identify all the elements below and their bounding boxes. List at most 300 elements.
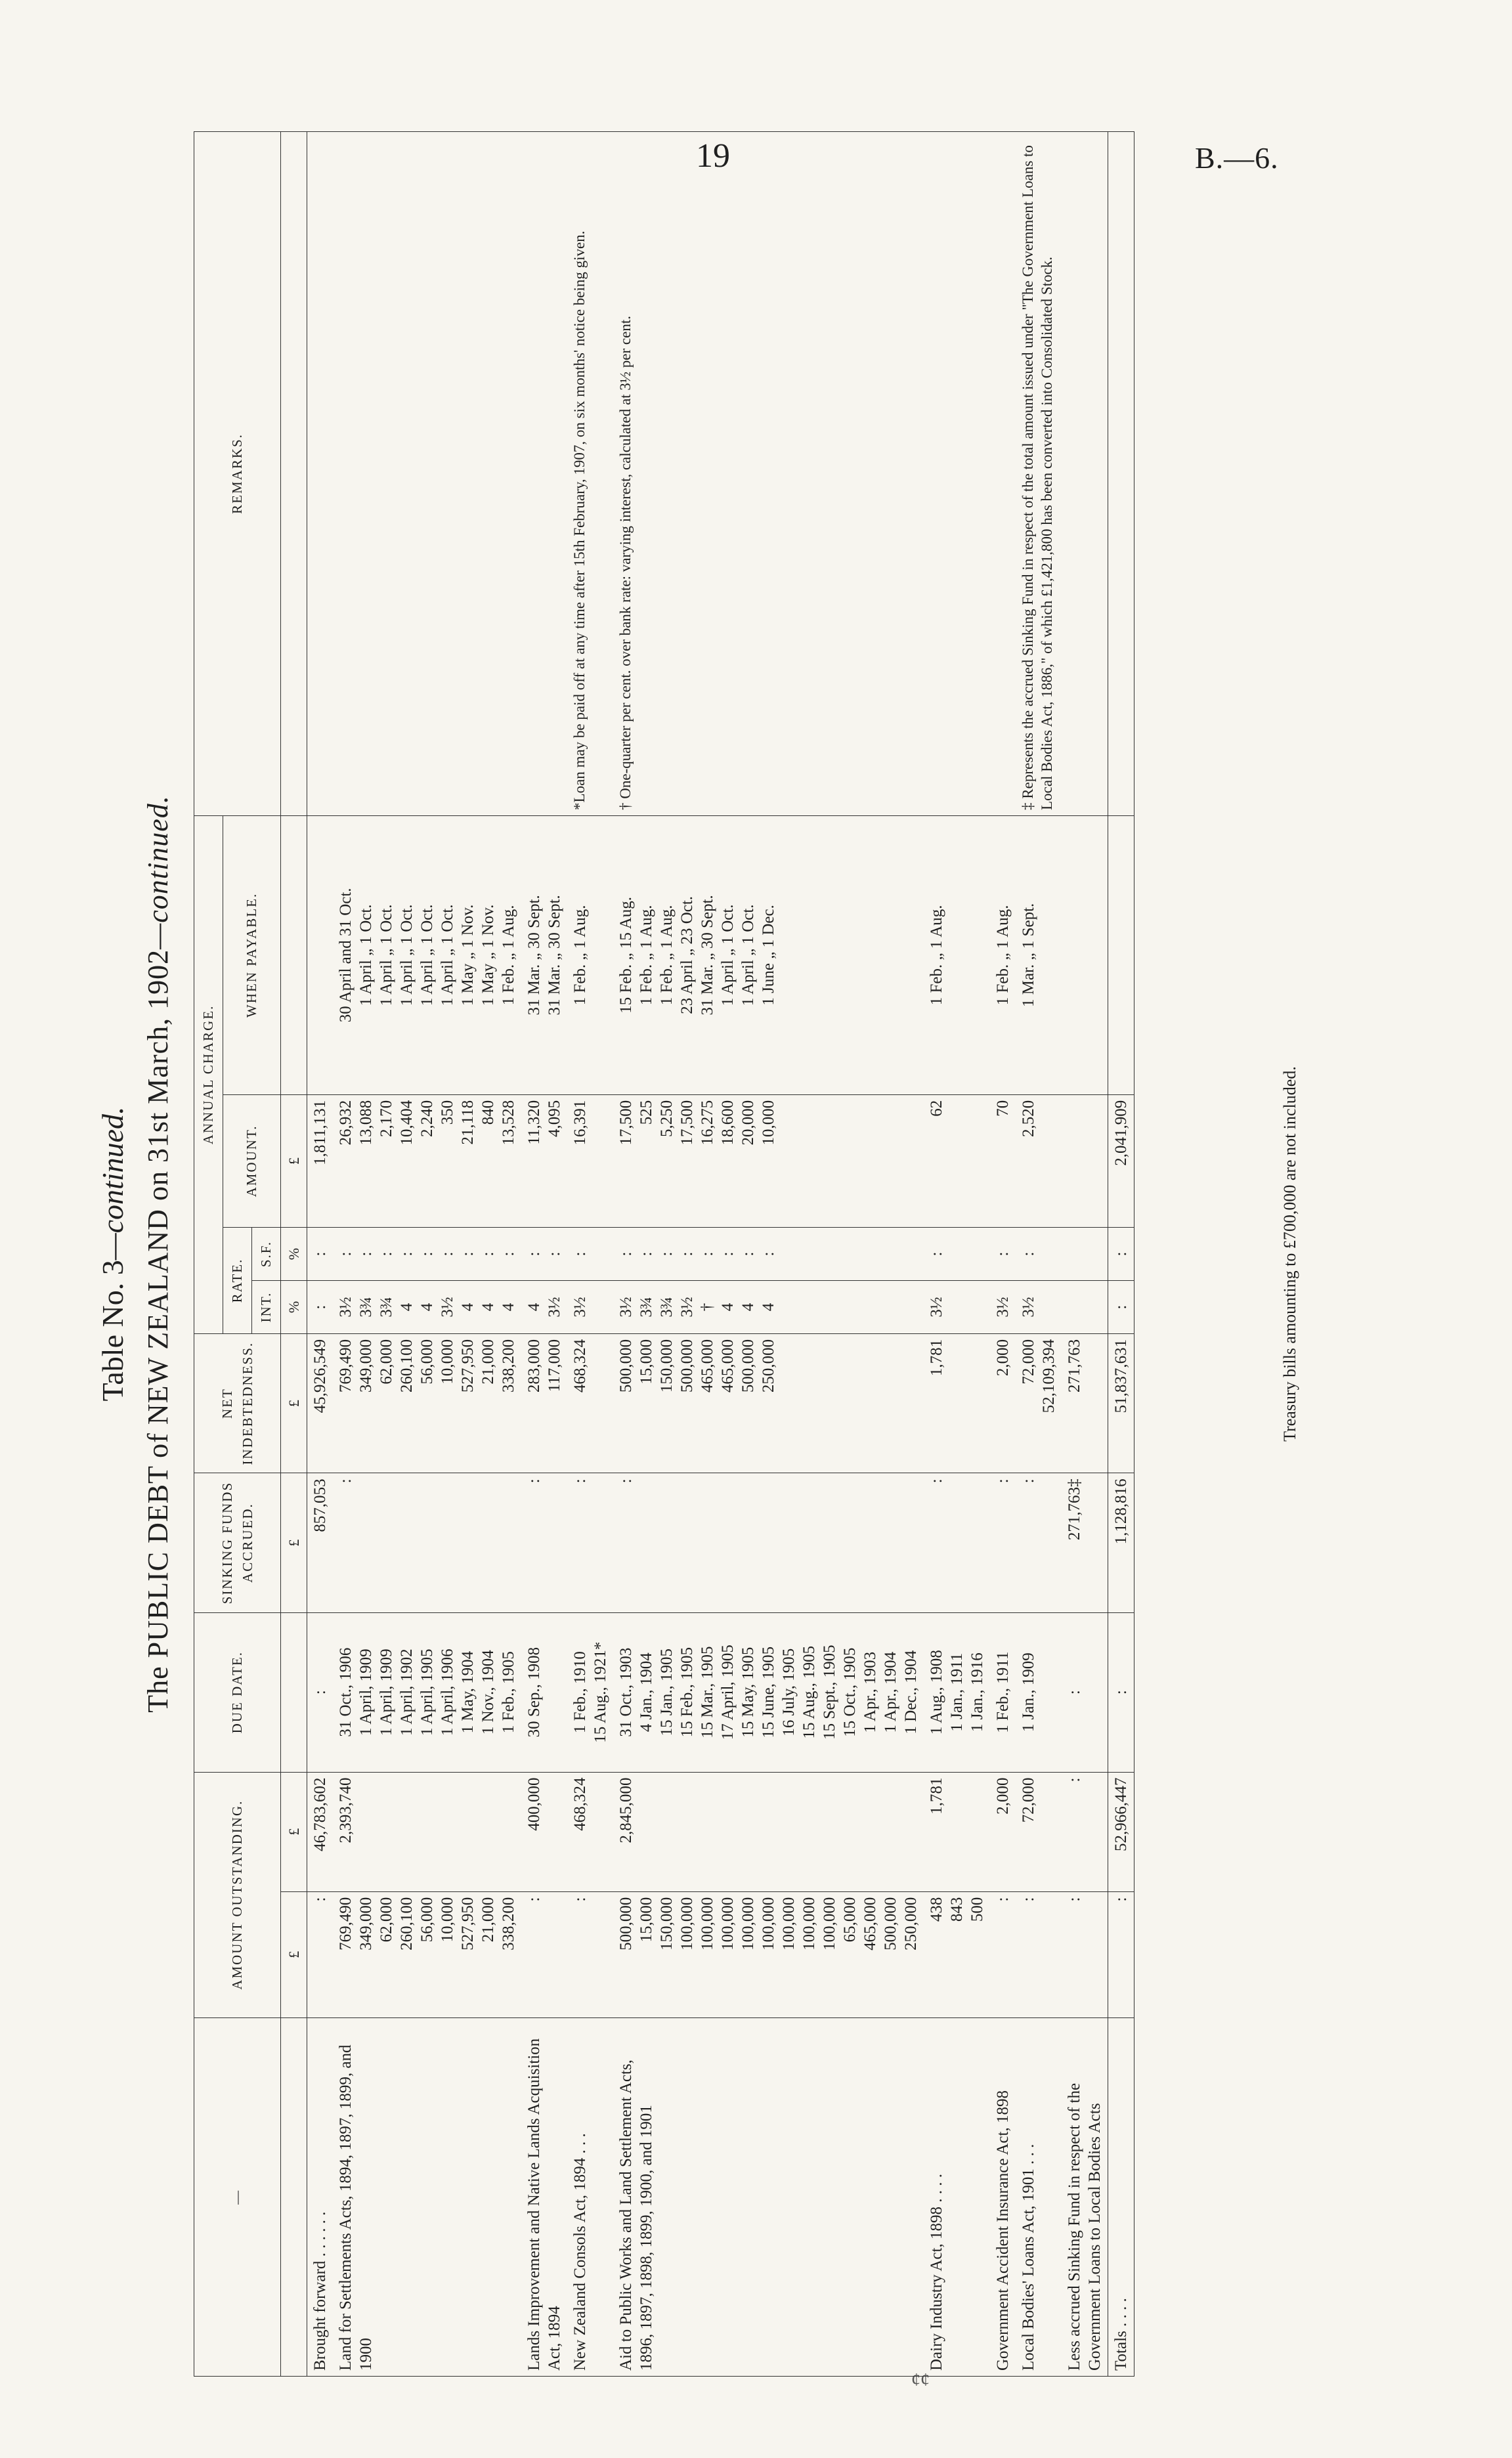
row-rate-interest (567, 1281, 613, 1334)
header-sinking-funds: SINKING FUNDS ACCRUED. (194, 1473, 281, 1612)
row-rate-sinking-fund-line: : (994, 1251, 1012, 1257)
header-rate-int: INT. (252, 1281, 281, 1334)
row-amount-items-line: 769,490 (337, 1897, 355, 1951)
row-net-indebtedness-line: 21,000 (479, 1339, 497, 1385)
row-annual-charge (567, 1094, 613, 1227)
row-when-payable-line: 15 Feb. „ 15 Aug. (617, 896, 635, 1014)
row-net-indebtedness-line: 500,000 (617, 1339, 635, 1393)
totals-remarks (1108, 132, 1134, 816)
row-net-indebtedness-line: 271,763 (1066, 1339, 1083, 1393)
table-title-suffix: —continued. (142, 795, 174, 949)
row-annual-charge-line: 10,404 (398, 1100, 416, 1146)
row-rate-sinking-fund-line: : (637, 1251, 655, 1257)
row-when-payable (924, 815, 990, 1094)
row-rate-sinking-fund-line: : (571, 1251, 589, 1257)
row-annual-charge-line: 18,600 (719, 1100, 737, 1146)
row-rate-sinking-fund-line: : (699, 1251, 716, 1257)
row-due-dates-line: 17 April, 1905 (719, 1645, 737, 1740)
row-amount-items-line: 15,000 (637, 1897, 655, 1943)
row-sinking-fund: : (924, 1473, 990, 1612)
row-amount-total: 400,000 (521, 1772, 567, 1891)
row-when-payable-line: 1 April „ 1 Oct. (378, 904, 395, 1006)
row-description: Lands Improvement and Native Lands Acquisition Act, 1894 (521, 2017, 567, 2376)
row-rate-sinking-fund-line: : (459, 1251, 477, 1257)
row-amount-items-line: 10,000 (439, 1897, 456, 1943)
row-rate-interest (990, 1281, 1016, 1334)
row-due-dates-line: 15 June, 1905 (760, 1646, 777, 1738)
row-rate-sinking-fund-line: : (760, 1251, 777, 1257)
row-annual-charge (924, 1094, 990, 1227)
row-annual-charge (1016, 1094, 1062, 1227)
totals-amount: 52,966,447 (1108, 1772, 1134, 1891)
row-rate-sinking-fund-line: : (739, 1251, 757, 1257)
row-due-dates-line: 15 Aug., 1921* (592, 1641, 609, 1743)
row-when-payable-line: 31 Mar. „ 30 Sept. (699, 895, 716, 1016)
row-rate-interest-line: 3½ (678, 1297, 696, 1318)
row-net-indebtedness (990, 1333, 1016, 1473)
row-when-payable-line: 1 April „ 1 Oct. (357, 904, 375, 1006)
row-due-dates-line: 15 Sept., 1905 (821, 1645, 838, 1740)
row-when-payable-line: 1 Feb. „ 1 Aug. (994, 905, 1012, 1006)
row-remarks (924, 132, 990, 816)
table-number-suffix: —continued. (96, 1106, 129, 1261)
header-due-date: DUE DATE. (194, 1612, 281, 1772)
row-rate-sinking-fund-line: : (546, 1251, 563, 1257)
row-rate-interest-line: 3¾ (378, 1297, 395, 1318)
row-rate-sinking-fund (1016, 1228, 1062, 1281)
row-rate-sinking-fund (1062, 1228, 1108, 1281)
row-when-payable-line: 1 April „ 1 Oct. (398, 904, 416, 1006)
row-amount-items-line: 100,000 (800, 1897, 818, 1951)
row-amount-items-line: : (311, 1897, 329, 1902)
row-due-dates-line: 4 Jan., 1904 (637, 1652, 655, 1733)
table-row (924, 132, 990, 2377)
row-amount-items-line: 349,000 (357, 1897, 375, 1951)
row-rate-sinking-fund (924, 1228, 990, 1281)
margin-mark: ¢¢ (911, 2370, 930, 2390)
totals-row (1108, 132, 1134, 2377)
header-amount-outstanding: AMOUNT OUTSTANDING. (194, 1772, 281, 2017)
row-net-indebtedness-line: 56,000 (418, 1339, 436, 1385)
row-when-payable-line: 31 Mar. „ 30 Sept. (546, 895, 563, 1016)
table-title (141, 105, 175, 2403)
document-code: B.—6. (1195, 141, 1279, 175)
row-amount-items-line: 100,000 (719, 1897, 737, 1951)
row-due-dates-line: 15 May, 1905 (739, 1647, 757, 1738)
totals-charge: 2,041,909 (1108, 1094, 1134, 1227)
row-rate-interest (333, 1281, 521, 1334)
row-annual-charge-line: 4,095 (546, 1100, 563, 1138)
row-when-payable (1062, 815, 1108, 1094)
row-due-dates-line: 1 Aug., 1908 (928, 1650, 945, 1735)
row-net-indebtedness-line: 468,324 (571, 1339, 589, 1393)
row-amount-items-line: 62,000 (378, 1897, 395, 1943)
row-annual-charge (1062, 1094, 1108, 1227)
row-amount-items-line: 260,100 (398, 1897, 416, 1951)
table-row (990, 132, 1016, 2377)
row-when-payable-line: 31 Mar. „ 30 Sept. (525, 895, 543, 1016)
row-annual-charge (613, 1094, 924, 1227)
table-row (307, 132, 334, 2377)
row-annual-charge-line: 16,275 (699, 1100, 716, 1146)
row-sinking-fund: : (613, 1473, 924, 1612)
unit-pound: £ (281, 1094, 307, 1227)
row-net-indebtedness-line: 349,000 (357, 1339, 375, 1393)
totals-due: : (1108, 1612, 1134, 1772)
row-due-dates-line: 15 Oct., 1905 (841, 1647, 859, 1737)
table-row (333, 132, 521, 2377)
row-annual-charge-line: 20,000 (739, 1100, 757, 1146)
row-due-dates-line: 1 Jan., 1911 (948, 1652, 966, 1732)
row-due-dates (521, 1612, 567, 1772)
row-due-dates (924, 1612, 990, 1772)
row-due-dates (613, 1612, 924, 1772)
row-rate-interest-line: 4 (739, 1303, 757, 1312)
row-net-indebtedness-line: 62,000 (378, 1339, 395, 1385)
row-net-indebtedness-line: 117,000 (546, 1339, 563, 1392)
row-annual-charge-line: 17,500 (617, 1100, 635, 1146)
row-rate-sinking-fund-line: : (719, 1251, 737, 1257)
table-row (613, 132, 924, 2377)
unit-when (281, 815, 307, 1094)
row-rate-sinking-fund-line: : (479, 1251, 497, 1257)
row-description: Dairy Industry Act, 1898 . . . . (924, 2017, 990, 2376)
row-annual-charge-line: 2,520 (1020, 1100, 1037, 1138)
unit-pound: £ (281, 1333, 307, 1473)
row-when-payable (307, 815, 334, 1094)
row-rate-sinking-fund-line: : (418, 1251, 436, 1257)
row-rate-interest (924, 1281, 990, 1334)
row-amount-items (567, 1891, 613, 2017)
row-annual-charge-line: 16,391 (571, 1100, 589, 1146)
row-when-payable (613, 815, 924, 1094)
row-rate-interest (1016, 1281, 1062, 1334)
row-amount-items-line: : (1066, 1897, 1083, 1902)
row-due-dates-line: 16 July, 1905 (780, 1648, 798, 1736)
row-annual-charge-line: 2,170 (378, 1100, 395, 1138)
row-annual-charge-line: 70 (994, 1100, 1012, 1117)
totals-when (1108, 815, 1134, 1094)
row-rate-sinking-fund (567, 1228, 613, 1281)
row-amount-items (333, 1891, 521, 2017)
table-row (567, 132, 613, 2377)
row-net-indebtedness-line: 283,000 (525, 1339, 543, 1393)
row-annual-charge-line: 10,000 (760, 1100, 777, 1146)
table-number (95, 105, 130, 2403)
row-due-dates-line: 1 Apr., 1904 (882, 1651, 899, 1733)
row-amount-items-line: 100,000 (780, 1897, 798, 1951)
row-annual-charge-line: 26,932 (337, 1100, 355, 1146)
row-description: Brought forward . . . . . . (307, 2017, 334, 2376)
row-rate-sinking-fund-line: : (439, 1251, 456, 1257)
row-due-dates-line: 1 April, 1902 (398, 1649, 416, 1736)
row-due-dates-line: 1 Feb., 1911 (994, 1651, 1012, 1733)
row-annual-charge-line: 840 (479, 1100, 497, 1125)
row-due-dates-line: 1 Feb., 1910 (571, 1651, 589, 1734)
header-when-payable: WHEN PAYABLE. (223, 815, 281, 1094)
row-due-dates (1016, 1612, 1062, 1772)
row-sinking-fund: : (1016, 1473, 1062, 1612)
row-rate-interest (613, 1281, 924, 1334)
row-when-payable-line: 23 April „ 23 Oct. (678, 895, 696, 1014)
row-amount-items-line: 465,000 (861, 1897, 879, 1951)
row-net-indebtedness-line: 769,490 (337, 1339, 355, 1393)
header-net-indebtedness: NET INDEBTEDNESS. (194, 1333, 281, 1473)
row-due-dates-line: : (1066, 1690, 1083, 1695)
row-sinking-fund: : (521, 1473, 567, 1612)
row-net-indebtedness-line: 527,950 (459, 1339, 477, 1393)
row-amount-items-line: 438 (928, 1897, 945, 1922)
row-amount-items-line: 500,000 (617, 1897, 635, 1951)
row-amount-items (924, 1891, 990, 2017)
footnote: Treasury bills amounting to £700,000 are not included. (1280, 1066, 1299, 1442)
row-amount-items (521, 1891, 567, 2017)
row-amount-items (1062, 1891, 1108, 2017)
row-rate-interest-line: † (699, 1303, 716, 1312)
row-remarks (333, 132, 521, 816)
header-description: — (194, 2017, 281, 2376)
header-remarks: REMARKS. (194, 132, 281, 816)
row-rate-interest-line: 3½ (546, 1297, 563, 1318)
row-remarks: ‡ Represents the accrued Sinking Fund in respect of the total amount issued under "The Government Loans to Local Bodies Act, 1886," of which £1,421,800 has been converted into Consolidated Stock. (1016, 132, 1062, 816)
row-rate-interest (307, 1281, 334, 1334)
row-rate-interest-line: 3½ (617, 1297, 635, 1318)
row-rate-sinking-fund-line: : (525, 1251, 543, 1257)
row-remarks: † One-quarter per cent. over bank rate: varying interest, calculated at 3½ per cent. (613, 132, 924, 816)
table-number-text: Table No. 3 (96, 1260, 129, 1402)
row-rate-sinking-fund-line: : (617, 1251, 635, 1257)
row-due-dates (307, 1612, 334, 1772)
row-amount-total: 2,000 (990, 1772, 1016, 1891)
table-row (1016, 132, 1062, 2377)
row-net-indebtedness (567, 1333, 613, 1473)
unit-row (281, 132, 307, 2377)
row-annual-charge-line: 350 (439, 1100, 456, 1125)
row-rate-sinking-fund (613, 1228, 924, 1281)
totals-rate-int: : (1108, 1281, 1134, 1334)
totals-sinking: 1,128,816 (1108, 1473, 1134, 1612)
row-amount-items-line: 100,000 (739, 1897, 757, 1951)
row-net-indebtedness (307, 1333, 334, 1473)
row-rate-sinking-fund-line: : (357, 1251, 375, 1257)
totals-rate-sf: : (1108, 1228, 1134, 1281)
row-rate-sinking-fund (521, 1228, 567, 1281)
row-due-dates-line: 15 Jan., 1905 (658, 1648, 676, 1736)
row-net-indebtedness (1016, 1333, 1062, 1473)
row-amount-items-line: 500,000 (882, 1897, 899, 1951)
row-annual-charge-line: 62 (928, 1100, 945, 1117)
totals-net: 51,837,631 (1108, 1333, 1134, 1473)
row-due-dates-line: 1 April, 1905 (418, 1649, 436, 1736)
row-when-payable (567, 815, 613, 1094)
row-due-dates-line: 1 April, 1909 (378, 1649, 395, 1736)
unit-percent: % (281, 1228, 307, 1281)
row-when-payable-line: 1 June „ 1 Dec. (760, 905, 777, 1006)
row-amount-total: 2,845,000 (613, 1772, 924, 1891)
row-description: Land for Settlements Acts, 1894, 1897, 1899, and 1900 (333, 2017, 521, 2376)
row-amount-items-line: 100,000 (699, 1897, 716, 1951)
row-net-indebtedness (1062, 1333, 1108, 1473)
row-net-indebtedness-line: 1,781 (928, 1339, 945, 1377)
row-when-payable-line: 1 Feb. „ 1 Aug. (500, 905, 517, 1006)
row-when-payable (521, 815, 567, 1094)
row-net-indebtedness-line: 338,200 (500, 1339, 517, 1393)
row-when-payable-line: 1 Feb. „ 1 Aug. (928, 905, 945, 1006)
row-when-payable-line: 1 Mar. „ 1 Sept. (1020, 903, 1037, 1008)
table-title-text: The PUBLIC DEBT of NEW ZEALAND on 31st March, 1902 (142, 949, 174, 1713)
row-amount-items-line: : (571, 1897, 589, 1902)
row-description: Government Accident Insurance Act, 1898 (990, 2017, 1016, 2376)
row-rate-sinking-fund-line: : (378, 1251, 395, 1257)
row-when-payable-line: 1 April „ 1 Oct. (739, 904, 757, 1006)
row-amount-total: 1,781 (924, 1772, 990, 1891)
row-due-dates (990, 1612, 1016, 1772)
row-amount-items-line: : (994, 1897, 1012, 1902)
row-amount-items-line: 500 (968, 1897, 986, 1922)
row-due-dates-line: 1 Apr., 1903 (861, 1651, 879, 1733)
row-due-dates-line: 1 May, 1904 (459, 1650, 477, 1734)
row-net-indebtedness-line: 45,926,549 (311, 1339, 329, 1413)
row-rate-interest-line: 3¾ (357, 1297, 375, 1318)
row-rate-interest-line: 4 (500, 1303, 517, 1312)
row-rate-interest-line: 3½ (337, 1297, 355, 1318)
row-due-dates-line: 1 Feb., 1905 (500, 1651, 517, 1734)
row-when-payable-line: 1 Feb. „ 1 Aug. (658, 905, 676, 1006)
row-due-dates-line: 15 Aug., 1905 (800, 1645, 818, 1739)
row-amount-items-line: 65,000 (841, 1897, 859, 1943)
row-rate-sinking-fund-line: : (928, 1251, 945, 1257)
row-net-indebtedness-line: 500,000 (739, 1339, 757, 1393)
header-annual-charge: ANNUAL CHARGE. (194, 815, 223, 1333)
row-when-payable-line: 1 Feb. „ 1 Aug. (637, 905, 655, 1006)
row-due-dates-line: 1 April, 1909 (357, 1649, 375, 1736)
public-debt-table (194, 131, 1134, 2377)
totals-amount-items: : (1108, 1891, 1134, 2017)
row-rate-interest-line: 3¾ (658, 1297, 676, 1318)
row-description: Local Bodies' Loans Act, 1901 . . . (1016, 2017, 1062, 2376)
row-rate-interest (1062, 1281, 1108, 1334)
row-when-payable-line: 1 Feb. „ 1 Aug. (571, 905, 589, 1006)
row-rate-interest-line: 3½ (439, 1297, 456, 1318)
row-when-payable (990, 815, 1016, 1094)
row-annual-charge-line: 1,811,131 (311, 1100, 329, 1165)
row-rate-interest-line: 4 (479, 1303, 497, 1312)
row-net-indebtedness-line: 10,000 (439, 1339, 456, 1385)
row-annual-charge (333, 1094, 521, 1227)
row-sinking-fund: 857,053 (307, 1473, 334, 1612)
unit-pound: £ (281, 1772, 307, 1891)
row-amount-items-line: 56,000 (418, 1897, 436, 1943)
row-rate-sinking-fund-line: : (311, 1251, 329, 1257)
row-amount-items (990, 1891, 1016, 2017)
row-rate-sinking-fund-line: : (658, 1251, 676, 1257)
row-net-indebtedness-line: 260,100 (398, 1339, 416, 1393)
row-when-payable-line: 1 May „ 1 Nov. (459, 904, 477, 1006)
row-due-dates-line: 31 Oct., 1906 (337, 1647, 355, 1737)
row-rate-interest-line: 3½ (571, 1297, 589, 1318)
row-amount-total: 468,324 (567, 1772, 613, 1891)
row-amount-items-line: : (525, 1897, 543, 1902)
row-amount-total: 72,000 (1016, 1772, 1062, 1891)
row-due-dates-line: 1 April, 1906 (439, 1649, 456, 1736)
row-annual-charge (307, 1094, 334, 1227)
row-amount-total: 2,393,740 (333, 1772, 521, 1891)
row-amount-items-line: 250,000 (902, 1897, 920, 1951)
page-number: 19 (696, 137, 730, 175)
table-row (1062, 132, 1108, 2377)
row-amount-items-line: 100,000 (678, 1897, 696, 1951)
totals-label: Totals . . . . (1108, 2017, 1134, 2376)
row-rate-interest-line: 4 (525, 1303, 543, 1312)
unit-pound: £ (281, 1891, 307, 2017)
row-due-dates (567, 1612, 613, 1772)
row-net-indebtedness (924, 1333, 990, 1473)
unit-percent: % (281, 1281, 307, 1334)
row-amount-items-line: 150,000 (658, 1897, 676, 1951)
row-rate-sinking-fund-line: : (500, 1251, 517, 1257)
row-amount-total: 46,783,602 (307, 1772, 334, 1891)
row-sinking-fund: : (990, 1473, 1016, 1612)
row-annual-charge-line: 5,250 (658, 1100, 676, 1138)
row-when-payable-line: 1 May „ 1 Nov. (479, 904, 497, 1006)
row-rate-sinking-fund (307, 1228, 334, 1281)
row-rate-sinking-fund-line: : (398, 1251, 416, 1257)
row-net-indebtedness-line: 2,000 (994, 1339, 1012, 1377)
table-body (307, 132, 1108, 2377)
row-rate-sinking-fund-line: : (1020, 1251, 1037, 1257)
row-annual-charge-line: 2,240 (418, 1100, 436, 1138)
row-amount-items-line: 100,000 (760, 1897, 777, 1951)
row-amount-items (1016, 1891, 1062, 2017)
row-sinking-fund: : (567, 1473, 613, 1612)
row-net-indebtedness-line: 250,000 (760, 1339, 777, 1393)
row-due-dates-line: 31 Oct., 1903 (617, 1647, 635, 1737)
row-due-dates (1062, 1612, 1108, 1772)
row-when-payable (333, 815, 521, 1094)
row-rate-interest-line: 3½ (994, 1297, 1012, 1318)
row-rate-sinking-fund-line: : (337, 1251, 355, 1257)
row-net-indebtedness-line: 465,000 (699, 1339, 716, 1393)
row-amount-items (613, 1891, 924, 2017)
row-rate-interest-line: 3½ (1020, 1297, 1037, 1318)
table-row (521, 132, 567, 2377)
row-rate-sinking-fund (990, 1228, 1016, 1281)
row-description: Aid to Public Works and Land Settlement Acts, 1896, 1897, 1898, 1899, 1900, and 1901 (613, 2017, 924, 2376)
row-amount-total: : (1062, 1772, 1108, 1891)
row-due-dates-line: 1 Nov., 1904 (479, 1650, 497, 1735)
row-rate-interest-line: : (311, 1304, 329, 1310)
row-rate-interest (521, 1281, 567, 1334)
row-due-dates-line: 1 Dec., 1904 (902, 1650, 920, 1735)
row-net-indebtedness-line: 500,000 (678, 1339, 696, 1393)
row-amount-items-line: 843 (948, 1897, 966, 1922)
row-when-payable-line: 1 April „ 1 Oct. (719, 904, 737, 1006)
row-rate-interest-line: 4 (398, 1303, 416, 1312)
row-net-indebtedness-line: 52,109,394 (1040, 1339, 1058, 1413)
header-rate: RATE. (223, 1228, 252, 1334)
row-remarks: *Loan may be paid off at any time after 15th February, 1907, on six months' notice being given. (567, 132, 613, 816)
row-due-dates-line: 15 Feb., 1905 (678, 1647, 696, 1738)
row-annual-charge (521, 1094, 567, 1227)
row-when-payable (1016, 815, 1062, 1094)
row-amount-items-line: 527,950 (459, 1897, 477, 1951)
row-due-dates-line: 30 Sep., 1908 (525, 1647, 543, 1738)
row-net-indebtedness-line: 150,000 (658, 1339, 676, 1393)
row-when-payable-line: 1 April „ 1 Oct. (439, 904, 456, 1006)
row-rate-interest-line: 4 (459, 1303, 477, 1312)
row-when-payable-line: 1 April „ 1 Oct. (418, 904, 436, 1006)
rotated-table-page (95, 105, 1316, 2403)
